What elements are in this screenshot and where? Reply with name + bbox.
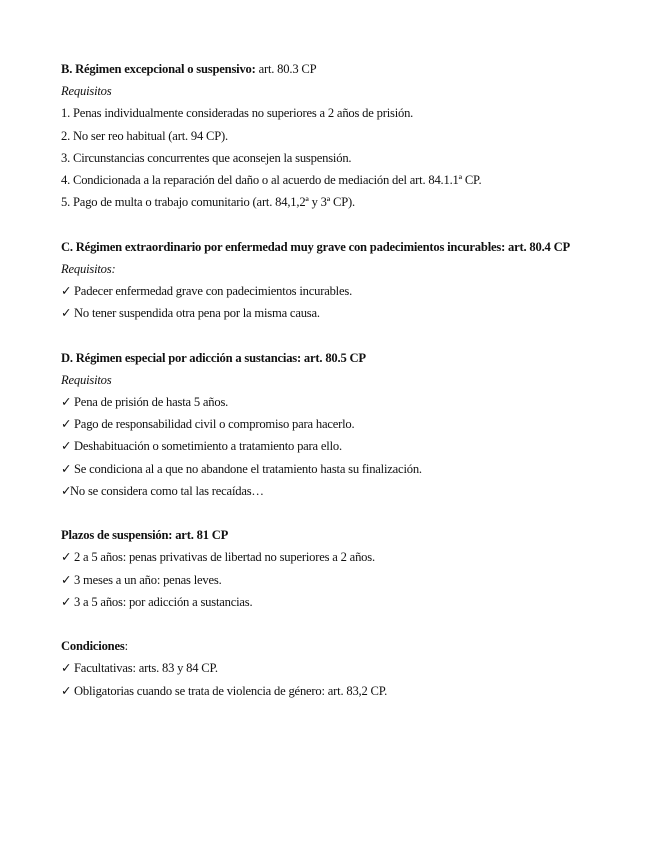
section-b-item: 1. Penas individualmente consideradas no superiores a 2 años de prisión.	[61, 106, 414, 121]
check-icon: ✓	[61, 417, 72, 432]
section-d-item-text: Se condiciona al a que no abandone el tratamiento hasta su finalización.	[74, 461, 422, 476]
section-b-item: 5. Pago de multa o trabajo comunitario (art. 84,1,2ª y 3ª CP).	[61, 195, 355, 210]
section-b-item: 4. Condicionada a la reparación del daño o al acuerdo de mediación del art. 84.1.1ª CP.	[61, 173, 482, 188]
plazos-item	[61, 569, 601, 591]
section-d-item	[61, 413, 601, 435]
section-b-requisitos-label: Requisitos	[61, 84, 112, 99]
check-icon: ✓	[61, 284, 72, 299]
section-b-title: B. Régimen excepcional o suspensivo:	[61, 62, 256, 76]
check-icon: ✓	[61, 306, 72, 321]
check-icon: ✓	[61, 439, 72, 454]
condiciones-item	[61, 680, 601, 702]
section-c-item-text: No tener suspendida otra pena por la misma causa.	[74, 306, 320, 321]
section-d-item-text: Pago de responsabilidad civil o compromiso para hacerlo.	[74, 417, 355, 432]
check-icon: ✓	[61, 683, 72, 698]
plazos-item	[61, 591, 601, 613]
plazos-title: Plazos de suspensión: art. 81 CP	[61, 528, 229, 543]
section-c-item	[61, 302, 601, 324]
document-page	[61, 58, 601, 702]
spacer	[61, 613, 601, 635]
spacer	[61, 502, 601, 524]
section-b-reference: art. 80.3 CP	[255, 62, 317, 76]
section-d-item	[61, 391, 601, 413]
plazos-item-text: 2 a 5 años: penas privativas de libertad no superiores a 2 años.	[74, 550, 375, 565]
check-icon: ✓	[61, 550, 72, 565]
condiciones-item	[61, 657, 601, 679]
plazos-item-text: 3 a 5 años: por adicción a sustancias.	[74, 594, 253, 609]
section-b-heading	[61, 58, 601, 80]
condiciones-colon: :	[124, 639, 128, 654]
check-icon: ✓	[61, 661, 72, 676]
section-d-heading	[61, 347, 601, 369]
spacer	[61, 213, 601, 235]
plazos-item-text: 3 meses a un año: penas leves.	[74, 572, 222, 587]
section-d-item	[61, 480, 601, 502]
section-d-item	[61, 458, 601, 480]
section-d-title: D. Régimen especial por adicción a sustancias: art. 80.5 CP	[61, 350, 366, 365]
plazos-heading	[61, 524, 601, 546]
section-c-item-text: Padecer enfermedad grave con padecimientos incurables.	[74, 284, 353, 299]
section-c-requisitos-label: Requisitos:	[61, 261, 116, 276]
condiciones-item-text: Facultativas: arts. 83 y 84 CP.	[74, 661, 218, 676]
section-d-item	[61, 435, 601, 457]
section-b-item: 3. Circunstancias concurrentes que aconsejen la suspensión.	[61, 150, 352, 165]
section-c-heading	[61, 236, 601, 258]
condiciones-title: Condiciones	[61, 639, 125, 654]
check-icon: ✓	[61, 461, 72, 476]
check-icon: ✓	[61, 594, 72, 609]
check-icon: ✓	[61, 483, 72, 498]
spacer	[61, 324, 601, 346]
plazos-item	[61, 546, 601, 568]
section-c-item	[61, 280, 601, 302]
section-d-item-text: No se considera como tal las recaídas…	[70, 483, 264, 498]
condiciones-heading	[61, 635, 601, 657]
section-d-item-text: Deshabituación o sometimiento a tratamiento para ello.	[74, 439, 342, 454]
section-d-item-text: Pena de prisión de hasta 5 años.	[74, 395, 229, 410]
condiciones-item-text: Obligatorias cuando se trata de violencia de género: art. 83,2 CP.	[74, 683, 388, 698]
check-icon: ✓	[61, 572, 72, 587]
section-c-title: C. Régimen extraordinario por enfermedad muy grave con padecimientos incurables: art. 80.4 CP	[61, 239, 570, 254]
check-icon: ✓	[61, 395, 72, 410]
section-d-requisitos-label: Requisitos	[61, 372, 112, 387]
section-b-item: 2. No ser reo habitual (art. 94 CP).	[61, 128, 228, 143]
